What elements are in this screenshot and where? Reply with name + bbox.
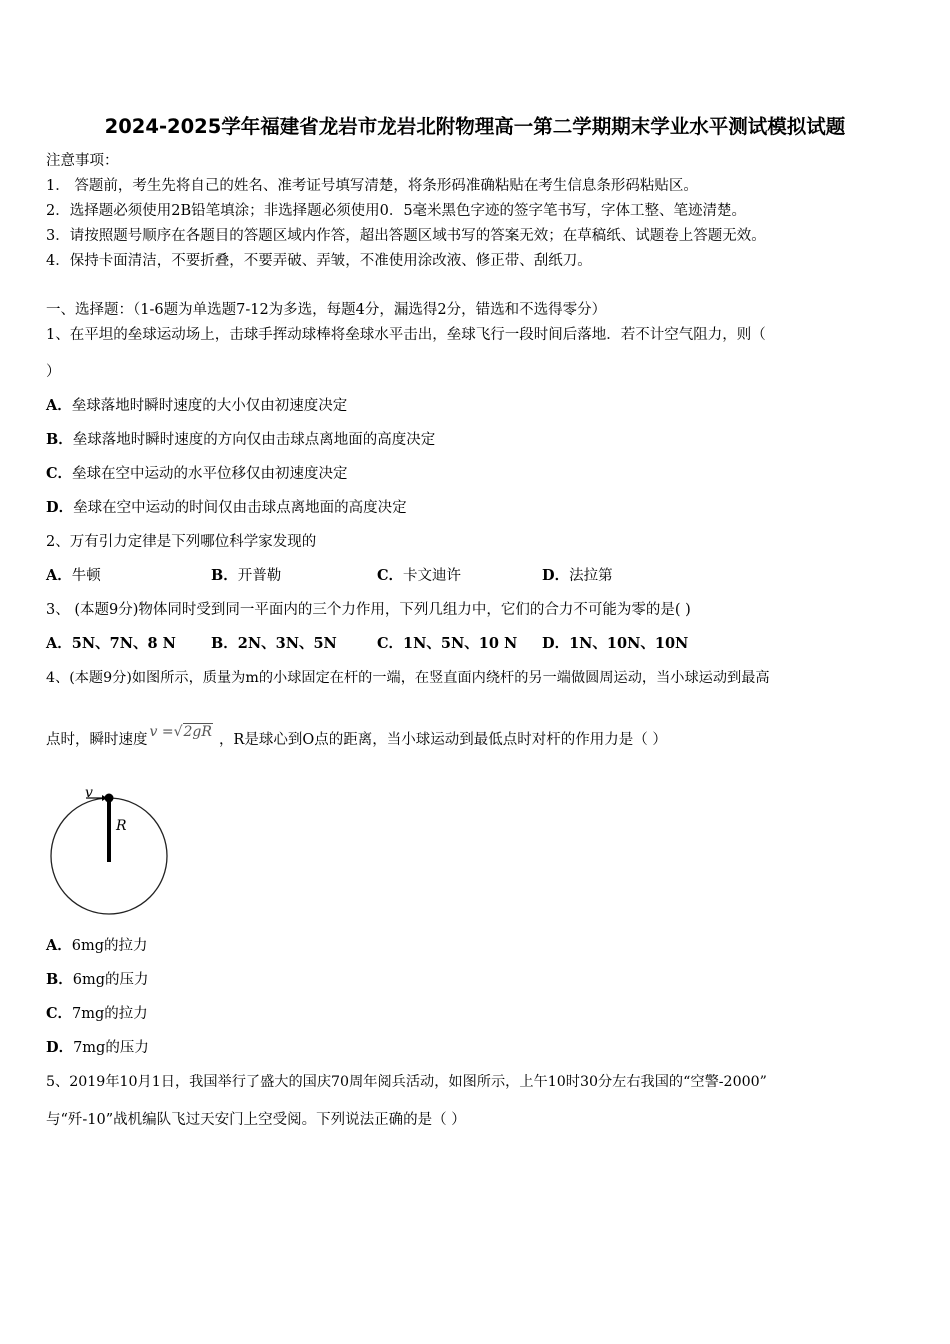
option-text: 6mg的压力 [72, 972, 149, 988]
question-4-option-d [46, 1038, 149, 1058]
question-5-stem-cont: 与“歼-10”战机编队飞过天安门上空受阅。下列说法正确的是（ ） [46, 1112, 466, 1128]
option-letter: D． [46, 499, 74, 516]
option-text: 7mg的压力 [73, 1040, 149, 1056]
option-letter: C． [46, 465, 73, 482]
question-2-option-b [211, 566, 281, 586]
option-letter: C． [377, 635, 404, 652]
option-text: 7mg的拉力 [72, 1006, 148, 1022]
question-5-stem: 5、2019年10月1日，我国举行了盛大的国庆70周年阅兵活动，如图所示，上午10时30分左右我国的“空警-2000” [46, 1074, 767, 1090]
question-4-stem-cont [46, 724, 667, 750]
note-item: 1． 答题前，考生先将自己的姓名、准考证号填写清楚，将条形码准确粘贴在考生信息条形码粘贴区。 [46, 178, 698, 194]
option-letter: C． [46, 1005, 73, 1022]
note-item: 2．选择题必须使用2B铅笔填涂；非选择题必须使用0．5毫米黑色字迹的签字笔书写，字体工整、笔迹清楚。 [46, 203, 747, 219]
question-1-option-b [46, 430, 435, 450]
question-2-option-c [377, 566, 461, 586]
option-text: 开普勒 [237, 568, 282, 584]
page-title: 2024-2025学年福建省龙岩市龙岩北附物理高一第二学期期末学业水平测试模拟试题 [104, 115, 846, 138]
question-1-option-c [46, 464, 348, 484]
option-text: 5N、7N、8 N [71, 635, 176, 652]
option-text: 垒球落地时瞬时速度的方向仅由击球点离地面的高度决定 [72, 432, 436, 448]
question-1-option-d [46, 498, 407, 518]
question-3-stem: 3、 (本题9分)物体同时受到同一平面内的三个力作用，下列几组力中，它们的合力不可能为零的是( ) [46, 602, 691, 618]
option-text: 1N、5N、10 N [403, 635, 518, 652]
option-text: 1N、10N、10N [569, 635, 689, 652]
option-letter: B． [46, 971, 73, 988]
circular-motion-diagram [44, 784, 174, 916]
option-text: 垒球落地时瞬时速度的大小仅由初速度决定 [71, 398, 348, 414]
question-3-option-a [46, 634, 176, 654]
option-letter: A． [46, 937, 72, 954]
option-letter: D． [542, 635, 570, 652]
question-3-option-d [542, 634, 688, 654]
note-item: 4．保持卡面清洁，不要折叠，不要弄破、弄皱，不准使用涂改液、修正带、刮纸刀。 [46, 253, 592, 269]
question-3-option-b [211, 634, 337, 654]
radius-label: R [116, 818, 127, 834]
option-text: 牛顿 [71, 568, 101, 584]
question-1-stem-cont: ） [46, 364, 61, 380]
option-letter: B． [211, 635, 238, 652]
question-2-option-a [46, 566, 101, 586]
sqrt-sign: √ [173, 724, 183, 740]
question-1-stem: 1、在平坦的垒球运动场上，击球手挥动球棒将垒球水平击出，垒球飞行一段时间后落地．若不计空气阻力，则（ [46, 327, 766, 343]
option-text: 6mg的拉力 [71, 938, 148, 954]
option-letter: D． [46, 1039, 74, 1056]
option-letter: B． [46, 431, 73, 448]
note-item: 3．请按照题号顺序在各题目的答题区域内作答，超出答题区域书写的答案无效；在草稿纸、试题卷上答题无效。 [46, 228, 766, 244]
option-text: 2N、3N、5N [237, 635, 337, 652]
option-letter: A． [46, 635, 72, 652]
question-4-option-c [46, 1004, 148, 1024]
option-letter: A． [46, 397, 72, 414]
question-3-option-c [377, 634, 517, 654]
velocity-label: v [85, 785, 93, 801]
question-4-option-b [46, 970, 149, 990]
question-4-stem: 4、(本题9分)如图所示，质量为m的小球固定在杆的一端，在竖直面内绕杆的另一端做圆周运动，当小球运动到最高 [46, 670, 770, 686]
option-text: 法拉第 [569, 568, 613, 584]
stem-text: 点时，瞬时速度 [46, 732, 148, 748]
question-1-option-a [46, 396, 347, 416]
stem-text: ，R是球心到O点的距离，当小球运动到最低点时对杆的作用力是（ ） [218, 732, 667, 748]
option-text: 垒球在空中运动的水平位移仅由初速度决定 [72, 466, 348, 482]
velocity-formula [150, 722, 213, 742]
option-letter: C． [377, 567, 404, 584]
question-2-stem: 2、万有引力定律是下列哪位科学家发现的 [46, 534, 317, 550]
formula-lhs: v = [149, 724, 174, 740]
question-2-option-d [542, 566, 613, 586]
option-text: 垒球在空中运动的时间仅由击球点离地面的高度决定 [73, 500, 407, 516]
notes-heading: 注意事项： [46, 153, 119, 169]
section-header: 一、选择题：（1-6题为单选题7-12为多选，每题4分，漏选得2分，错选和不选得零分） [46, 302, 607, 318]
formula-radicand: 2gR [183, 724, 212, 740]
option-text: 卡文迪许 [403, 568, 462, 584]
question-4-option-a [46, 936, 148, 956]
option-letter: B． [211, 567, 238, 584]
option-letter: A． [46, 567, 72, 584]
option-letter: D． [542, 567, 570, 584]
